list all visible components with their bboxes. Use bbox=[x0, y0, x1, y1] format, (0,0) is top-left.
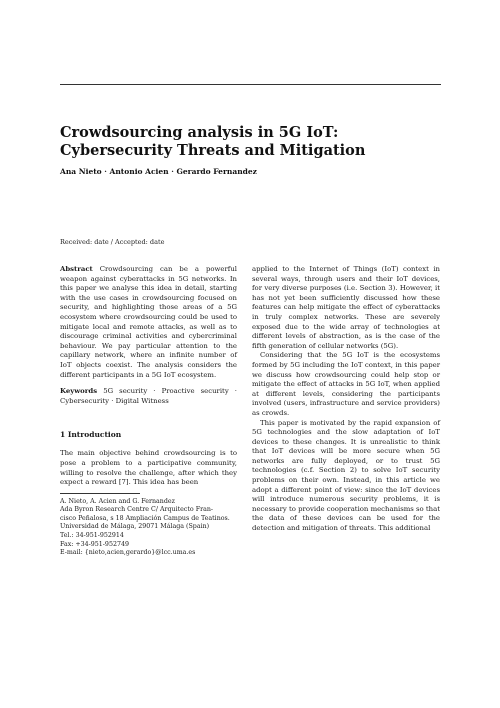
footnote-line: cisco Peñalosa, s 18 Ampliación Campus de Teatinos. bbox=[60, 514, 230, 522]
abstract-text: Crowdsourcing can be a powerful weapon against cyberattacks in 5G networks. In this paper we analyse this idea in detail, starting with the use cases in crowdsourcing focused on security, and highlighting those areas of a 5G ecosystem where crowdsourcing could be used to mitigate local and remote attacks, as well as to discourage criminal activities and cybercriminal behaviour. We pay particular attention to the capillary network, where an infinite number of IoT objects coexist. The analysis considers the different participants in a 5G IoT ecosystem. bbox=[60, 265, 237, 379]
keywords-label: Keywords bbox=[60, 387, 98, 396]
keywords bbox=[60, 387, 237, 406]
footnote-line: Tel.: 34-951-952914 bbox=[60, 532, 124, 540]
footnote-line: A. Nieto, A. Acien and G. Fernandez bbox=[60, 497, 175, 505]
body-paragraph: applied to the Internet of Things (IoT) context in several ways, through users and their IoT devices, for very diverse purposes (i.e. Section 3). However, it has not yet been sufficiently discussed how these features can help mitigate the effect of cyberattacks in truly complex networks. These are severely exposed due to the wide array of technologies at different levels of abstraction, as is the case of the fifth generation of cellular networks (5G). bbox=[252, 265, 440, 350]
body-paragraph: Considering that the 5G IoT is the ecosystems formed by 5G including the IoT context, in this paper we discuss how crowdsourcing could help stop or mitigate the effect of attacks in 5G IoT, when applied at different levels, considering the participants involved (users, infrastructure and service providers) as crowds. bbox=[252, 351, 440, 417]
section-heading-introduction: 1 Introduction bbox=[60, 430, 122, 440]
footnote-line: E-mail: {nieto,acien,gerardo}@lcc.uma.es bbox=[60, 549, 196, 557]
paper-authors: Ana Nieto · Antonio Acien · Gerardo Fernandez bbox=[60, 167, 257, 176]
footnote-rule bbox=[60, 493, 140, 494]
paper-title: Crowdsourcing analysis in 5G IoT: Cybersecurity Threats and Mitigation bbox=[60, 124, 366, 159]
left-column bbox=[60, 265, 237, 558]
intro-paragraph: The main objective behind crowdsourcing is to pose a problem to a participative community, willing to resolve the challenge, after which they expect a reward [7]. This idea has been bbox=[60, 449, 237, 487]
footnote-line: Ada Byron Research Centre C/ Arquitecto Fran- bbox=[60, 506, 214, 514]
body-paragraph: This paper is motivated by the rapid expansion of 5G technologies and the slow adaptation of IoT devices to these changes. It is unrealistic to think that IoT devices will be more secure when 5G networks are fully deployed, or to trust 5G technologies (c.f. Section 2) to solve IoT security problems on their own. Instead, in this article we adopt a different point of view: since the IoT devices will introduce numerous security problems, it is necessary to provide cooperation mechanisms so that the data of these devices can be used for the detection and mitigation of threats. This additional bbox=[252, 418, 440, 533]
keywords-text: 5G security · Proactive security · Cybersecurity · Digital Witness bbox=[60, 387, 237, 405]
abstract-label: Abstract bbox=[60, 265, 93, 273]
author-footnote bbox=[60, 498, 237, 558]
header-rule bbox=[60, 84, 441, 85]
right-column bbox=[252, 265, 440, 534]
footnote-line: Fax: +34-951-952749 bbox=[60, 540, 129, 548]
abstract bbox=[60, 265, 237, 380]
footnote-line: Universidad de Málaga, 29071 Málaga (Spain) bbox=[60, 523, 210, 531]
received-date: Received: date / Accepted: date bbox=[60, 238, 165, 246]
